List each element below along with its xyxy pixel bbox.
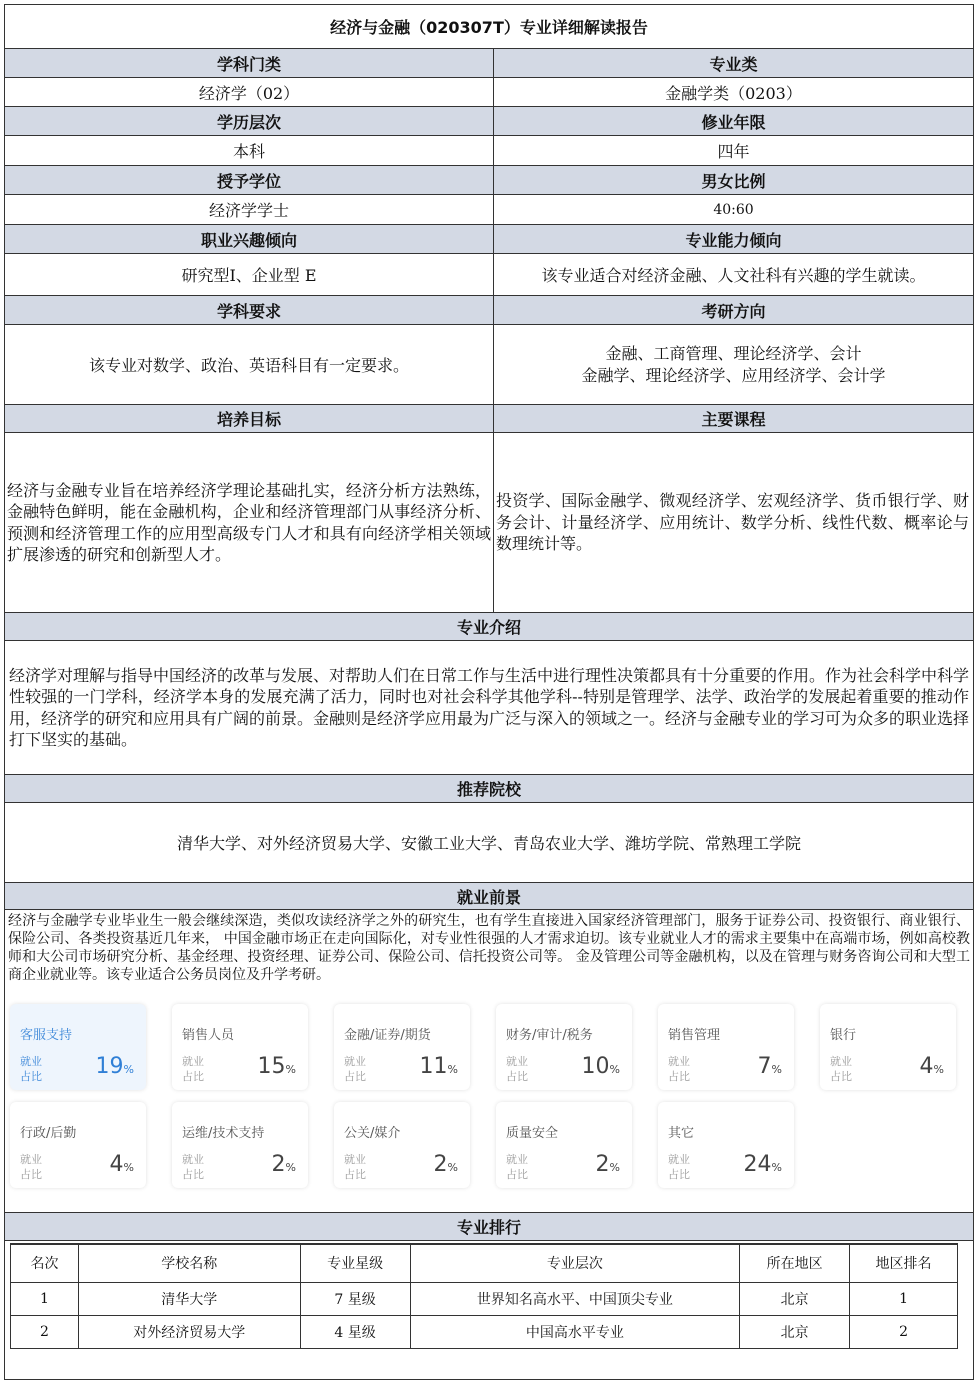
years-value: 四年 <box>717 142 750 161</box>
schools-header: 推荐院校 <box>456 780 521 799</box>
title-row <box>5 5 973 49</box>
postgrad-line-1: 金融、工商管理、理论经济学、会计 <box>605 343 862 363</box>
job-title: 行政/后勤 <box>20 1126 77 1141</box>
employment-card[interactable] <box>820 1004 956 1090</box>
schools-row <box>5 803 973 883</box>
years-header: 修业年限 <box>701 112 766 132</box>
school-cell: 对外经济贸易大学 <box>78 1315 300 1348</box>
job-title: 销售管理 <box>668 1028 721 1043</box>
col-school: 学校名称 <box>78 1244 300 1282</box>
ranking-table <box>10 1243 958 1349</box>
share-value: 11% <box>419 1054 458 1079</box>
share-label: 就业 占比 <box>344 1055 366 1083</box>
goal-header: 培养目标 <box>5 405 494 432</box>
ranking-header: 专业排行 <box>456 1218 521 1237</box>
prospects-text: 经济与金融学专业毕业生一般会继续深造，类似攻读经济学之外的研究生，也有学生直接进入国家经济管理部门，服务于证券公司、投资银行、商业银行、保险公司、各类投资基近几年来， 中国金融市场正在走向国际化，对专业性很强的人才需求迫切。该专业就业人才的需求主要集中在高端市场，例如高校教师和大公司市场研究分析、基金经理、投资经理、证券公司、保险公司、信托投资公司等。 金及管理公司等金融机构，以及在管理与财务咨询公司和大型工商企业就业等。该专业适合公务员岗位及升学考研。 <box>8 913 970 983</box>
share-label: 就业 占比 <box>506 1153 528 1181</box>
job-title: 其它 <box>668 1126 695 1141</box>
header-row-3 <box>5 166 973 195</box>
header-row-2 <box>5 107 973 136</box>
major-class-header: 专业类 <box>709 54 758 74</box>
value-row-4 <box>5 254 973 296</box>
header-row-1 <box>5 49 973 78</box>
interest-header: 职业兴趣倾向 <box>5 225 494 253</box>
goal-text: 经济与金融专业旨在培养经济学理论基础扎实，经济分析方法熟练，金融特色鲜明，能在金融机构，企业和经济管理部门从事经济分析、预测和经济管理工作的应用型高级专门人才和具有向经济学相关领域扩展渗透的研究和创新型人才。 <box>7 480 491 564</box>
postgrad-value <box>494 325 973 404</box>
intro-text: 经济学对理解与指导中国经济的改革与发展、对帮助人们在日常工作与生活中进行理性决策都具有十分重要的作用。作为社会科学中科学性较强的一门学科，经济学本身的发展充满了活力，同时也对社会科学其他学科--特别是管理学、法学、政治学的发展起着重要的推动作用，经济学的研究和应用具有广阔的前景。金融则是经济学应用最为广泛与深入的领域之一。经济与金融专业的学习可为众多的职业选择打下坚实的基础。 <box>9 665 970 749</box>
job-title: 销售人员 <box>182 1028 235 1043</box>
interest-value: 研究型I、企业型 E <box>5 254 494 295</box>
courses-cell <box>494 433 973 612</box>
header-row-5 <box>5 296 973 325</box>
col-region: 所在地区 <box>740 1244 850 1282</box>
job-title: 客服支持 <box>20 1028 73 1043</box>
share-label: 就业 占比 <box>668 1153 690 1181</box>
value-row-5 <box>5 325 973 405</box>
employment-card[interactable] <box>10 1102 146 1188</box>
rank-cell: 2 <box>11 1315 79 1348</box>
col-stars: 专业星级 <box>300 1244 410 1282</box>
job-title: 金融/证券/期货 <box>344 1028 431 1043</box>
value-row-1 <box>5 78 973 107</box>
header-row-6 <box>5 405 973 433</box>
share-value: 2% <box>433 1152 458 1177</box>
stars-cell: 7 星级 <box>300 1282 410 1315</box>
table-row <box>11 1282 958 1315</box>
prospects-header: 就业前景 <box>456 887 521 907</box>
table-row <box>11 1315 958 1348</box>
level-header: 学历层次 <box>5 107 494 135</box>
col-region-rank: 地区排名 <box>850 1244 958 1282</box>
value-row-2 <box>5 136 973 166</box>
share-value: 4% <box>109 1152 134 1177</box>
employment-card[interactable] <box>172 1102 308 1188</box>
region-rank-cell: 1 <box>850 1282 958 1315</box>
share-value: 24% <box>743 1152 782 1177</box>
major-class-value: 金融学类（0203） <box>665 83 802 103</box>
employment-card[interactable] <box>172 1004 308 1090</box>
ratio-header: 男女比例 <box>701 171 766 191</box>
employment-card[interactable] <box>334 1004 470 1090</box>
schools-value: 清华大学、对外经济贸易大学、安徽工业大学、青岛农业大学、潍坊学院、常熟理工学院 <box>176 834 801 853</box>
job-title: 银行 <box>830 1028 857 1043</box>
col-rank: 名次 <box>11 1244 79 1282</box>
region-rank-cell: 2 <box>850 1315 958 1348</box>
share-value: 2% <box>595 1152 620 1177</box>
col-level: 专业层次 <box>410 1244 740 1282</box>
employment-cards <box>10 1004 960 1200</box>
degree-header: 授予学位 <box>5 166 494 194</box>
share-value: 7% <box>757 1054 782 1079</box>
schools-header-row <box>5 775 973 803</box>
employment-card[interactable] <box>658 1004 794 1090</box>
share-label: 就业 占比 <box>830 1055 852 1083</box>
report-title: 经济与金融（020307T）专业详细解读报告 <box>5 5 973 48</box>
ranking-header-row <box>5 1213 973 1241</box>
subject-req-value: 该专业对数学、政治、英语科目有一定要求。 <box>5 325 494 404</box>
job-title: 公关/媒介 <box>344 1126 401 1141</box>
goal-cell <box>5 433 494 612</box>
level-value: 本科 <box>5 136 494 165</box>
share-value: 19% <box>95 1054 134 1079</box>
ratio-value: 40:60 <box>713 201 754 218</box>
share-value: 4% <box>919 1054 944 1079</box>
intro-cell <box>5 641 973 774</box>
level-cell: 中国高水平专业 <box>410 1315 740 1348</box>
category-header: 学科门类 <box>5 49 494 77</box>
level-cell: 世界知名高水平、中国顶尖专业 <box>410 1282 740 1315</box>
intro-header-row <box>5 613 973 641</box>
prospects-header-row <box>5 883 973 910</box>
share-label: 就业 占比 <box>182 1153 204 1181</box>
employment-card[interactable] <box>496 1004 632 1090</box>
degree-value: 经济学学士 <box>5 195 494 224</box>
employment-card[interactable] <box>334 1102 470 1188</box>
header-row-4 <box>5 225 973 254</box>
value-row-6 <box>5 433 973 613</box>
share-value: 2% <box>271 1152 296 1177</box>
job-title: 运维/技术支持 <box>182 1126 265 1141</box>
category-value: 经济学（02） <box>5 78 494 106</box>
intro-header: 专业介绍 <box>456 618 521 637</box>
region-cell: 北京 <box>740 1315 850 1348</box>
share-value: 15% <box>257 1054 296 1079</box>
courses-header: 主要课程 <box>701 410 766 429</box>
share-label: 就业 占比 <box>20 1055 42 1083</box>
employment-card[interactable] <box>10 1004 146 1090</box>
postgrad-line-2: 金融学、理论经济学、应用经济学、会计学 <box>581 365 886 385</box>
employment-card[interactable] <box>658 1102 794 1188</box>
value-row-3 <box>5 195 973 225</box>
share-label: 就业 占比 <box>506 1055 528 1083</box>
intro-row <box>5 641 973 775</box>
job-title: 财务/审计/税务 <box>506 1028 593 1043</box>
subject-req-header: 学科要求 <box>5 296 494 324</box>
rank-cell: 1 <box>11 1282 79 1315</box>
ranking-header-row <box>11 1244 958 1282</box>
share-value: 10% <box>581 1054 620 1079</box>
ability-header: 专业能力倾向 <box>685 230 782 250</box>
courses-text: 投资学、国际金融学、微观经济学、宏观经济学、货币银行学、财务会计、计量经济学、应用统计、数学分析、线性代数、概率论与数理统计等。 <box>496 491 969 554</box>
job-title: 质量安全 <box>506 1126 559 1141</box>
postgrad-header: 考研方向 <box>701 301 766 321</box>
share-label: 就业 占比 <box>668 1055 690 1083</box>
school-cell: 清华大学 <box>78 1282 300 1315</box>
share-label: 就业 占比 <box>182 1055 204 1083</box>
employment-card[interactable] <box>496 1102 632 1188</box>
stars-cell: 4 星级 <box>300 1315 410 1348</box>
share-label: 就业 占比 <box>344 1153 366 1181</box>
region-cell: 北京 <box>740 1282 850 1315</box>
ability-value: 该专业适合对经济金融、人文社科有兴趣的学生就读。 <box>541 266 926 285</box>
share-label: 就业 占比 <box>20 1153 42 1181</box>
